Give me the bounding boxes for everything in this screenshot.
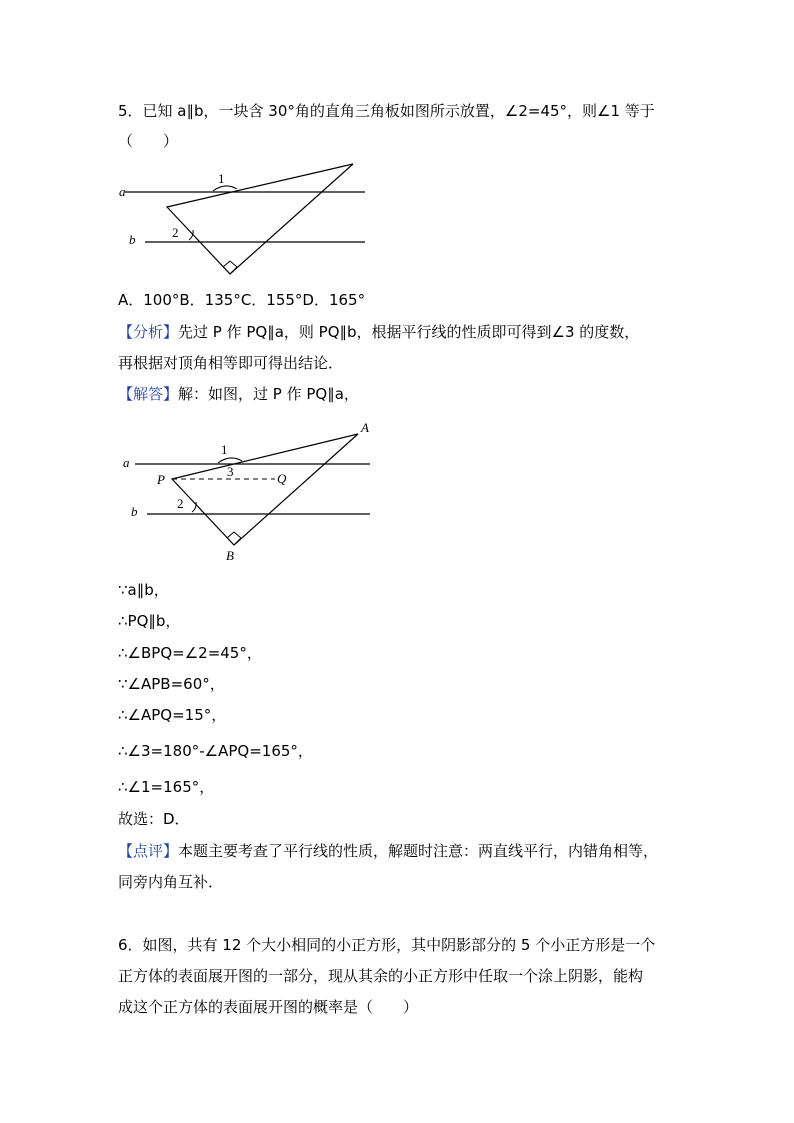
- label-b: b: [129, 232, 136, 247]
- q5-figure-2: [115, 418, 380, 568]
- answer-text: 解：如图，过 P 作 PQ∥a，: [178, 385, 359, 403]
- q5-comment-line1: [118, 841, 658, 861]
- label-point-A: A: [361, 420, 369, 435]
- label-point-Q: Q: [277, 471, 287, 486]
- q5-stem-line2: （ ）: [118, 132, 179, 150]
- analysis-text: 先过 P 作 PQ∥a，则 PQ∥b，根据平行线的性质即可得到∠3 的度数，: [178, 323, 640, 341]
- q5-analysis-line2: 再根据对顶角相等即可得出结论．: [118, 354, 344, 372]
- q5-stem-line1: 5．已知 a∥b，一块含 30°角的直角三角板如图所示放置，∠2=45°，则∠1 等于: [118, 102, 655, 120]
- q6-line2: 正方体的表面展开图的一部分，现从其余的小正方形中任取一个涂上阴影，能构: [118, 967, 644, 985]
- label-angle2: 2: [177, 496, 184, 511]
- right-angle-mark: [227, 532, 241, 545]
- label-a: a: [119, 184, 126, 199]
- answer-tag: 【解答】: [118, 385, 179, 403]
- label-angle2: 2: [172, 225, 179, 240]
- label-angle1: 1: [221, 442, 228, 457]
- triangle-APB: [172, 434, 358, 545]
- q5-choice: 故选：D．: [118, 810, 190, 828]
- label-b: b: [131, 504, 138, 519]
- step-2: ∴PQ∥b，: [118, 612, 181, 630]
- angle1-arc: [213, 186, 237, 191]
- angle1-arc: [218, 458, 242, 463]
- q5-comment-line2: 同旁内角互补．: [118, 873, 224, 891]
- analysis-tag: 【分析】: [118, 323, 179, 341]
- q5-figure-1: [115, 158, 375, 283]
- label-angle3: 3: [227, 464, 234, 479]
- right-angle-mark: [223, 261, 237, 274]
- label-point-B: B: [226, 548, 234, 563]
- q5-analysis-line1: [118, 322, 639, 342]
- comment-text: 本题主要考查了平行线的性质，解题时注意：两直线平行，内错角相等，: [178, 842, 659, 860]
- label-angle1: 1: [218, 171, 225, 186]
- triangle: [167, 164, 353, 274]
- q5-options: A．100°B．135°C．155°D．165°: [118, 291, 366, 309]
- comment-tag: 【点评】: [118, 842, 179, 860]
- q6-line3: 成这个正方体的表面展开图的概率是（ ）: [118, 998, 419, 1016]
- label-a: a: [123, 455, 130, 470]
- step-5: ∴∠APQ=15°，: [118, 706, 227, 724]
- step-3: ∴∠BPQ=∠2=45°，: [118, 644, 262, 662]
- step-6: ∴∠3=180°-∠APQ=165°，: [118, 742, 313, 760]
- q5-answer-intro: [118, 384, 359, 404]
- step-1: ∵a∥b，: [118, 581, 169, 599]
- label-point-P: P: [157, 472, 165, 487]
- step-7: ∴∠1=165°，: [118, 778, 215, 796]
- q6-line1: 6．如图，共有 12 个大小相同的小正方形，其中阴影部分的 5 个小正方形是一个: [118, 936, 656, 954]
- step-4: ∵∠APB=60°，: [118, 675, 225, 693]
